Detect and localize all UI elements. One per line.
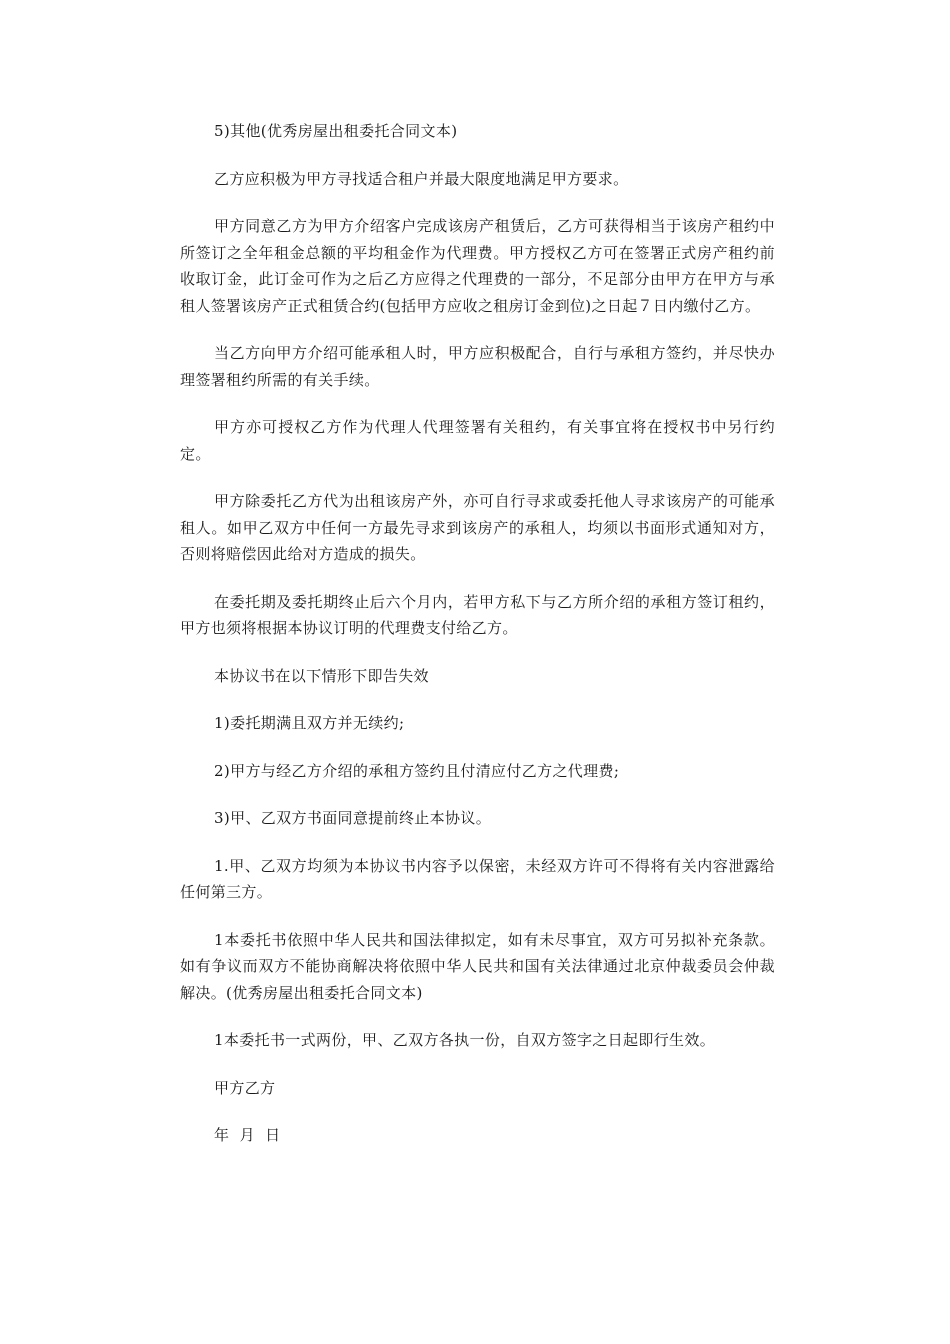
paragraph-authorization: 甲方亦可授权乙方作为代理人代理签署有关租约，有关事宜将在授权书中另行约定。 xyxy=(180,418,775,463)
paragraph-confidentiality: 1.甲、乙双方均须为本协议书内容予以保密，未经双方许可不得将有关内容泄露给任何第三方。 xyxy=(180,856,775,901)
document-body xyxy=(180,118,775,1170)
signature-parties: 甲方乙方 xyxy=(214,1078,276,1097)
paragraph-governing-law: 1本委托书依照中华人民共和国法律拟定，如有未尽事宜，双方可另拟补充条款。如有争议而双方不能协商解决将依照中华人民共和国有关法律通过北京仲裁委员会仲裁解决。(优秀房屋出租委托合同文本) xyxy=(180,930,775,1002)
paragraph-agency-fee: 甲方同意乙方为甲方介绍客户完成该房产租赁后，乙方可获得相当于该房产租约中所签订之全年租金总额的平均租金作为代理费。甲方授权乙方可在签署正式房产租约前收取订金，此订金可作为之后乙方应得之代理费的一部分，不足部分由甲方在甲方与承租人签署该房产正式租赁合约(包括甲方应收之租房订金到位)之日起７日内缴付乙方。 xyxy=(180,217,775,315)
paragraph-self-seeking: 甲方除委托乙方代为出租该房产外，亦可自行寻求或委托他人寻求该房产的可能承租人。如甲乙双方中任何一方最先寻求到该房产的承租人，均须以书面形式通知对方，否则将赔偿因此给对方造成的损失。 xyxy=(180,492,775,563)
paragraph-termination-item-2: 2)甲方与经乙方介绍的承租方签约且付清应付乙方之代理费; xyxy=(214,761,620,780)
signature-date: 年 月 日 xyxy=(214,1126,281,1144)
paragraph-private-lease: 在委托期及委托期终止后六个月内，若甲方私下与乙方所介绍的承租方签订租约，甲方也须将根据本协议订明的代理费支付给乙方。 xyxy=(180,592,775,637)
paragraph-find-tenant: 乙方应积极为甲方寻找适合租户并最大限度地满足甲方要求。 xyxy=(214,169,629,188)
paragraph-cooperation: 当乙方向甲方介绍可能承租人时，甲方应积极配合，自行与承租方签约，并尽快办理签署租约所需的有关手续。 xyxy=(180,344,775,389)
paragraph-termination-item-3: 3)甲、乙双方书面同意提前终止本协议。 xyxy=(214,809,492,827)
paragraph-copies: 1本委托书一式两份，甲、乙双方各执一份，自双方签字之日起即行生效。 xyxy=(214,1031,716,1049)
paragraph-termination-heading: 本协议书在以下情形下即告失效 xyxy=(214,666,429,685)
paragraph-termination-item-1: 1)委托期满且双方并无续约; xyxy=(214,714,405,732)
paragraph-other-section: 5)其他(优秀房屋出租委托合同文本) xyxy=(214,122,458,140)
